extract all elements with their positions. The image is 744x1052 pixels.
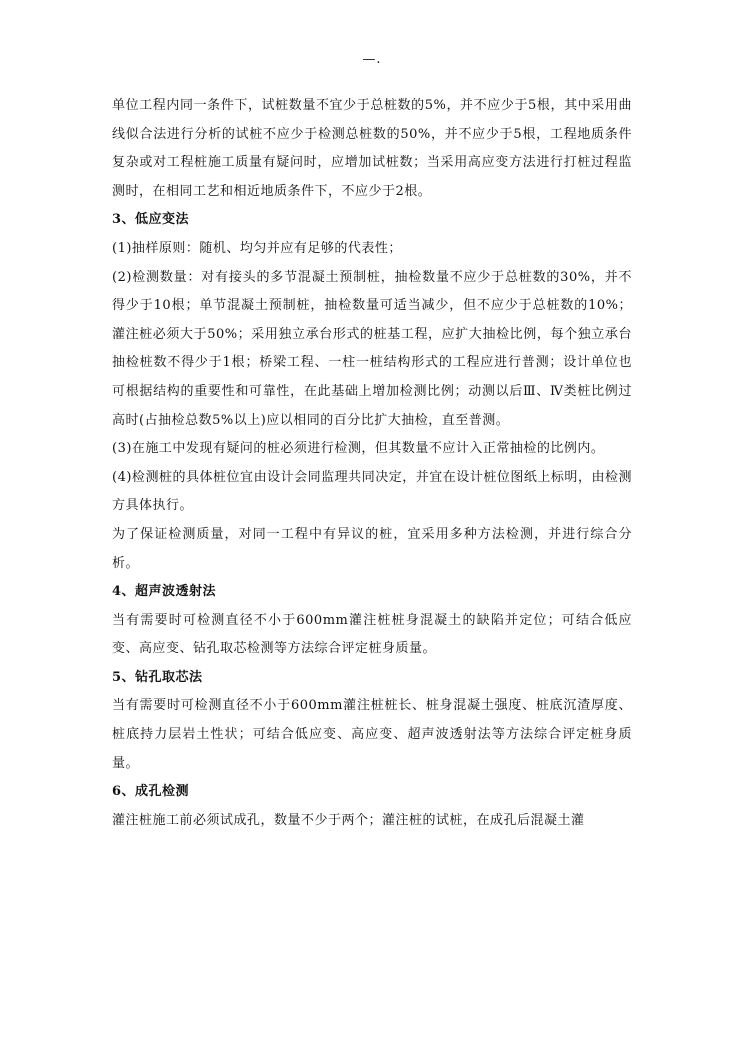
section-heading-ultrasonic: 4、超声波透射法 <box>112 584 217 600</box>
paragraph-ultrasonic: 当有需要时可检测直径不小于600mm灌注桩桩身混凝土的缺陷并定位；可结合低应变、高应变、钻孔取芯检测等方法综合评定桩身质量。 <box>112 612 632 657</box>
paragraph-pile-test-quantity: 单位工程内同一条件下，试桩数量不宜少于总桩数的5%，并不应少于5根，其中采用曲线似合法进行分析的试桩不应少于检测总桩数的50%，并不应少于5根，工程地质条件复杂或对工程桩施工质量有疑问时，应增加试桩数；当采用高应变方法进行打桩过程监测时，在相同工艺和相近地质条件下，不应少于2根。 <box>112 98 632 199</box>
page-header-mark: —. <box>362 52 382 67</box>
paragraph-core-drilling: 当有需要时可检测直径不小于600mm灌注桩桩长、桩身混凝土强度、桩底沉渣厚度、桩底持力层岩土性状；可结合低应变、高应变、超声波透射法等方法综合评定桩身质量。 <box>112 698 632 771</box>
paragraph-hole-inspection: 灌注桩施工前必须试成孔，数量不少于两个；灌注桩的试桩，在成孔后混凝土灌 <box>112 812 585 828</box>
paragraph-quality-assurance: 为了保证检测质量，对同一工程中有异议的桩，宜采用多种方法检测，并进行综合分析。 <box>112 526 632 571</box>
paragraph-pile-location: (4)检测桩的具体桩位宜由设计会同监理共同决定，并宜在设计桩位图纸上标明，由检测方具体执行。 <box>112 469 632 514</box>
document-body <box>112 92 632 835</box>
section-heading-low-strain: 3、低应变法 <box>112 212 190 228</box>
section-heading-hole-inspection: 6、成孔检测 <box>112 784 190 800</box>
section-heading-core-drilling: 5、钻孔取芯法 <box>112 669 203 685</box>
paragraph-doubtful-piles: (3)在施工中发现有疑问的桩必须进行检测，但其数量不应计入正常抽检的比例内。 <box>112 441 605 457</box>
paragraph-test-quantity: (2)检测数量：对有接头的多节混凝土预制桩，抽检数量不应少于总桩数的30%，并不得少于10根；单节混凝土预制桩，抽检数量可适当减少，但不应少于总桩数的10%；灌注桩必须大于50%；采用独立承台形式的桩基工程，应扩大抽检比例，每个独立承台抽检桩数不得少于1根；桥梁工程、一柱一桩结构形式的工程应进行普测；设计单位也可根据结构的重要性和可靠性，在此基础上增加检测比例；动测以后Ⅲ、Ⅳ类桩比例过高时(占抽检总数5%以上)应以相同的百分比扩大抽检，直至普测。 <box>112 269 632 428</box>
paragraph-sampling-principle: (1)抽样原则：随机、均匀并应有足够的代表性； <box>112 240 402 256</box>
